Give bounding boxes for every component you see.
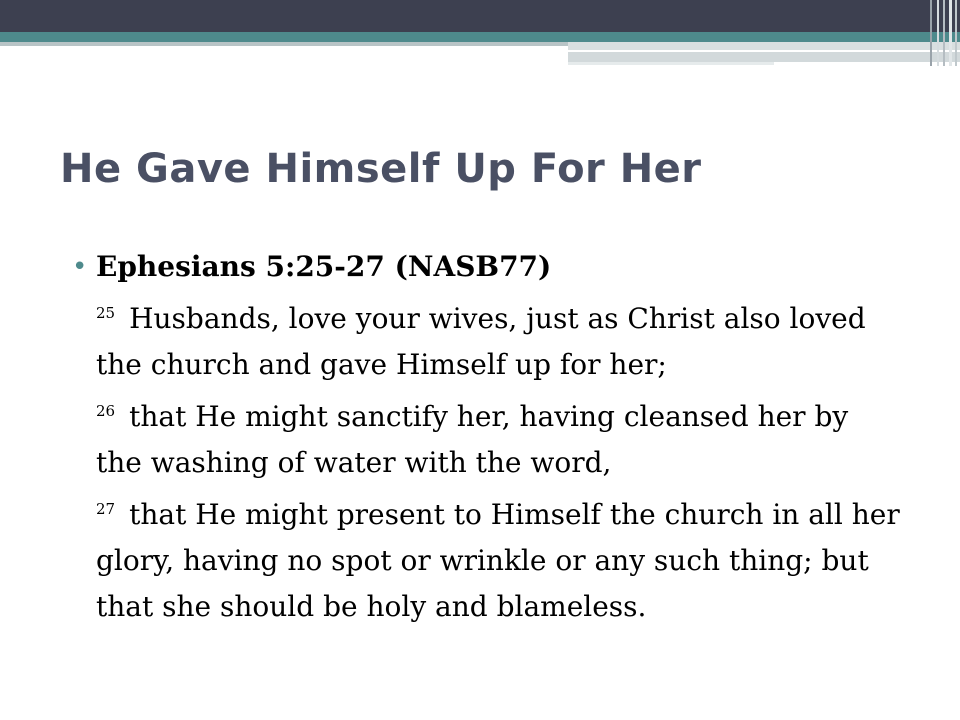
scripture-reference: Ephesians 5:25-27 (NASB77): [96, 250, 552, 283]
verse-text: Husbands, love your wives, just as Christ also loved the church and gave Himself up for her;: [96, 302, 866, 381]
decorative-vertical-line: [943, 0, 945, 66]
verse-text: that He might sanctify her, having cleansed her by the washing of water with the word,: [96, 400, 849, 479]
bullet-icon: •: [72, 252, 88, 282]
top-banner-light-lower: [568, 52, 960, 62]
bullet-item: [72, 244, 902, 630]
top-banner-light: [568, 42, 960, 50]
verse: [96, 486, 902, 630]
top-banner-teal: [0, 32, 960, 42]
decorative-vertical-line: [949, 0, 952, 66]
top-banner-dark: [0, 0, 960, 32]
verse-number: 25: [96, 304, 116, 322]
decorative-vertical-line: [955, 0, 957, 66]
decorative-vertical-line: [930, 0, 932, 66]
top-banner-shade: [568, 62, 774, 65]
verse-number: 27: [96, 500, 116, 518]
slide-body: [72, 244, 902, 630]
verse: [96, 388, 902, 486]
verse: [96, 290, 902, 388]
verse-text: that He might present to Himself the church in all her glory, having no spot or wrinkle or any such thing; but that she should be holy and blameless.: [96, 498, 900, 623]
verse-number: 26: [96, 402, 116, 420]
decorative-vertical-line: [937, 0, 939, 66]
top-banner-strip: [0, 42, 570, 46]
slide-title: He Gave Himself Up For Her: [60, 146, 702, 192]
